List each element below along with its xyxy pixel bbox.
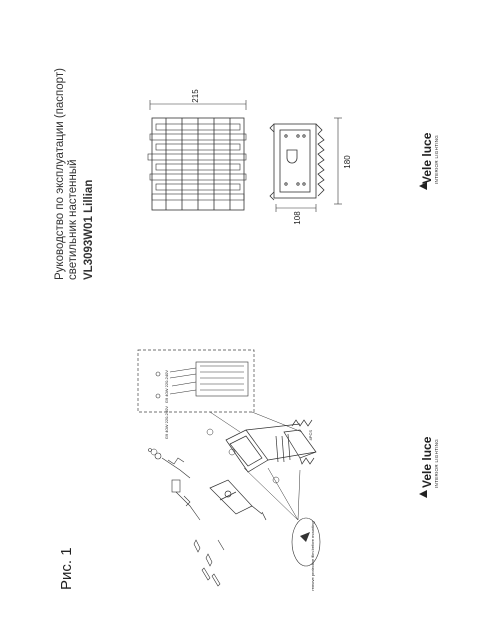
front-view-drawing	[148, 118, 246, 210]
lamp-body-exploded	[226, 420, 316, 472]
width-value: 180	[343, 155, 352, 169]
brand-name-bottom: Vele luce	[420, 436, 434, 488]
model-name: VL3093W01 Lillian	[83, 179, 95, 280]
brand-bottom	[420, 437, 439, 488]
bulb-inset	[138, 350, 254, 439]
brand-top	[420, 133, 439, 184]
side-view-drawing	[270, 124, 324, 200]
figure-label: Рис. 1	[58, 547, 75, 590]
document-subtitle: светильник настенный	[67, 159, 79, 280]
part-callouts	[151, 429, 279, 483]
depth-value: 108	[293, 211, 302, 225]
width-dimension	[334, 118, 342, 204]
document-title: Руководство по эксплуатации (паспорт)	[54, 68, 66, 280]
mounting-bracket	[210, 480, 266, 520]
depth-dimension	[276, 204, 316, 212]
bulb-spec-right: G9 40W 220-240V	[164, 406, 169, 440]
bulb-spec-left: G9 40W 220-240V	[164, 370, 169, 404]
leader-lines	[210, 412, 302, 520]
brand-name-top: Vele luce	[420, 132, 434, 184]
triangle-logo-icon-2	[419, 490, 427, 498]
wiring-block	[149, 449, 201, 521]
screws-and-dowels	[194, 540, 224, 586]
tip-text: remove protective film before mounting	[310, 521, 315, 591]
brand-subtitle-bottom: INTERIOR LIGHTING	[434, 438, 439, 488]
hand-icon	[300, 532, 310, 542]
quantity-label: 4PCS	[308, 430, 313, 441]
height-value: 215	[191, 89, 200, 103]
tip-callout	[292, 518, 320, 566]
brand-subtitle-top: INTERIOR LIGHTING	[434, 134, 439, 184]
brand-logo-bottom	[419, 490, 427, 498]
